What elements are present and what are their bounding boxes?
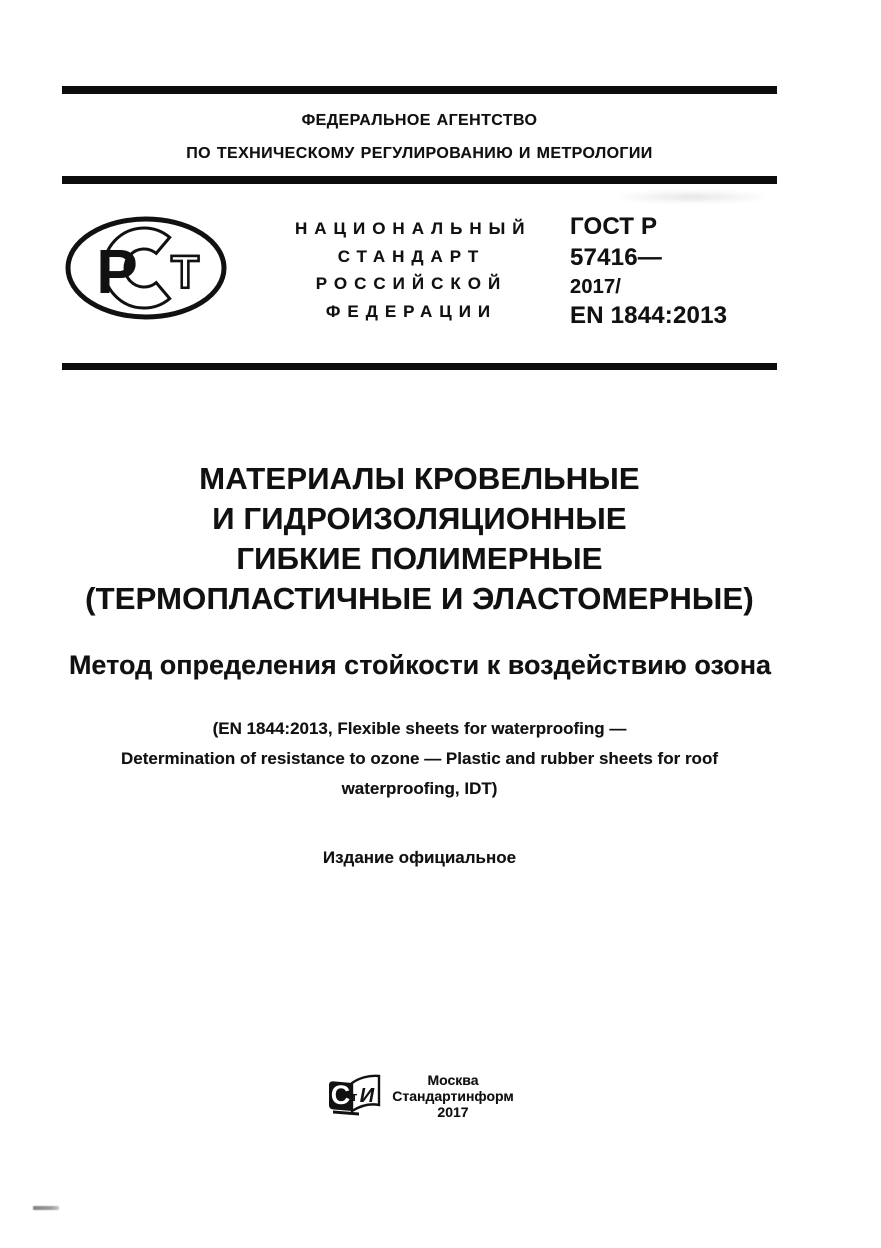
document-title-line-3: ГИБКИЕ ПОЛИМЕРНЫЕ [236, 541, 603, 576]
scan-artifact [33, 1206, 59, 1210]
scan-artifact [612, 190, 772, 204]
si-letter-c: С [330, 1080, 351, 1110]
imprint-publisher: Стандартинформ [392, 1088, 514, 1104]
english-title-line-2: Determination of resistance to ozone — Plastic and rubber sheets for roof [120, 749, 718, 768]
document-subtitle: Метод определения стойкости к воздействию озона [68, 650, 772, 680]
english-title [62, 714, 777, 804]
agency-line-2: ПО ТЕХНИЧЕСКОМУ РЕГУЛИРОВАНИЮ И МЕТРОЛОГИИ [186, 145, 653, 162]
rst-certification-mark-icon [64, 216, 228, 320]
document-title-line-2: И ГИДРОИЗОЛЯЦИОННЫЕ [212, 501, 627, 536]
designation-number: 57416— [570, 244, 662, 271]
standard-kind-line-2: СТАНДАРТ [337, 246, 486, 266]
standard-kind-line-3: РОССИЙСКОЙ [315, 274, 508, 293]
document-title-line-4: (ТЕРМОПЛАСТИЧНЫЕ И ЭЛАСТОМЕРНЫЕ) [85, 581, 754, 616]
si-letter-t: т [350, 1089, 358, 1104]
agency-header [62, 104, 777, 170]
document-title-line-1: МАТЕРИАЛЫ КРОВЕЛЬНЫЕ [199, 461, 640, 496]
standard-kind-line-4: ФЕДЕРАЦИИ [325, 301, 498, 321]
english-title-line-1: (EN 1844:2013, Flexible sheets for waterproofing — [212, 719, 627, 738]
rst-letter-p: Р [96, 238, 138, 307]
designation-prefix: ГОСТ Р [570, 213, 658, 240]
standard-kind-line-1: НАЦИОНАЛЬНЫЙ [295, 219, 532, 238]
imprint-year: 2017 [437, 1104, 469, 1120]
rst-letter-t: Т [170, 246, 200, 298]
header-divider-rule [62, 176, 777, 184]
designation-en-reference: EN 1844:2013 [570, 302, 728, 329]
imprint [378, 1072, 528, 1120]
imprint-city: Москва [427, 1072, 479, 1088]
english-title-line-3: waterproofing, IDT) [341, 779, 498, 798]
standard-kind-heading [288, 215, 532, 325]
standard-designation [570, 211, 727, 330]
document-title [62, 459, 777, 619]
top-rule [62, 86, 777, 94]
official-edition-note: Издание официальное [322, 848, 517, 867]
standartinform-logo-icon [326, 1073, 382, 1119]
brand-divider-rule [62, 363, 777, 370]
si-letter-i: И [359, 1085, 375, 1107]
agency-line-1: ФЕДЕРАЛЬНОЕ АГЕНТСТВО [301, 112, 538, 129]
designation-year: 2017/ [570, 276, 622, 298]
